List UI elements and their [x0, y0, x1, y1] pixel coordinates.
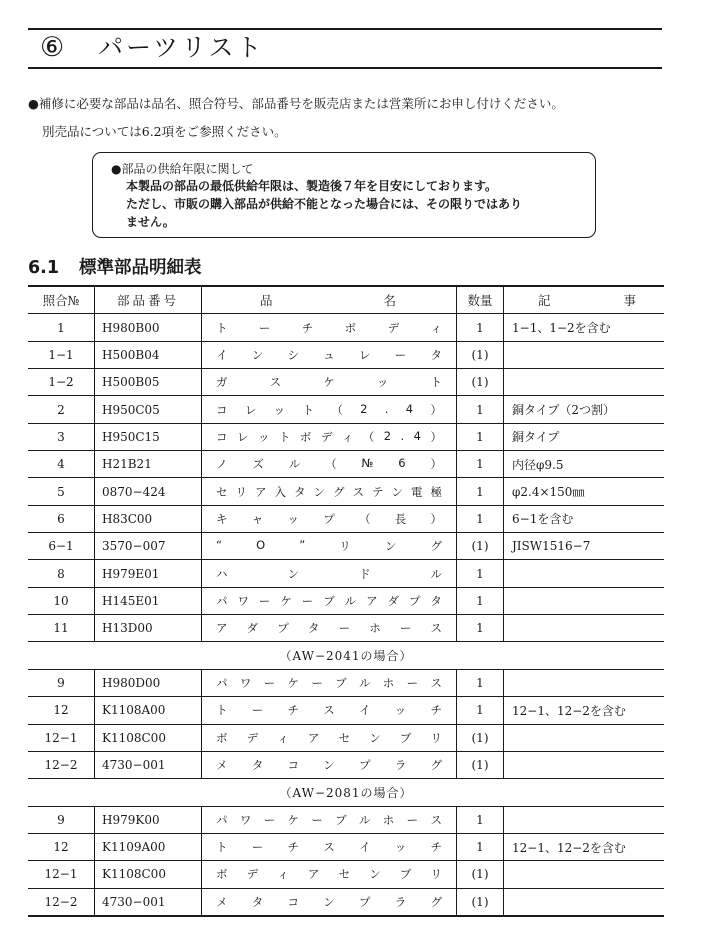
ref-cell: 4: [28, 451, 95, 478]
name-text: キ ャ ッ プ （ 長 ）: [216, 511, 442, 526]
ref-cell: 3: [28, 423, 95, 450]
ref-cell: 9: [28, 669, 95, 696]
title-top-rule: [28, 28, 662, 30]
name-text: ト ー チ ボ デ ィ: [216, 320, 442, 335]
table-row: [28, 451, 664, 478]
name-cell: [202, 505, 457, 532]
note-cell: 12−1、12−2を含む: [504, 697, 665, 724]
notice-line-1: 本製品の部品の最低供給年限は、製造後７年を目安にしております。: [126, 179, 498, 193]
note-cell: [504, 669, 665, 696]
table-group-row: [28, 779, 664, 806]
qty-cell: 1: [457, 833, 504, 860]
ref-cell: 1: [28, 314, 95, 341]
name-cell: [202, 615, 457, 642]
ref-cell: 12−2: [28, 888, 95, 916]
name-text: メ タ コ ン プ ラ グ: [216, 894, 442, 909]
group-label: （AW−2081の場合）: [28, 779, 664, 806]
table-row: [28, 806, 664, 833]
ref-cell: 12−1: [28, 861, 95, 888]
name-cell: [202, 861, 457, 888]
section-heading: [28, 256, 202, 280]
note-cell: [504, 724, 665, 751]
qty-cell: (1): [457, 369, 504, 396]
name-text: ガ ス ケ ッ ト: [216, 375, 442, 390]
note-cell: JISW1516−7: [504, 533, 665, 560]
table-row: [28, 724, 664, 751]
name-cell: [202, 806, 457, 833]
note-cell: 銅タイプ: [504, 423, 665, 450]
name-text: パ ワ ー ケ ー ブ ル ホ ー ス: [216, 675, 442, 690]
ref-cell: 11: [28, 615, 95, 642]
header-name-b: 名: [383, 293, 396, 309]
name-text: コ レ ッ ト （ 2 . 4 ）: [216, 401, 442, 417]
name-cell: [202, 587, 457, 614]
name-cell: [202, 697, 457, 724]
table-row: [28, 505, 664, 532]
name-text: パ ワ ー ケ ー ブ ル ホ ー ス: [216, 812, 442, 827]
qty-cell: 1: [457, 560, 504, 587]
note-cell: [504, 560, 665, 587]
name-cell: [202, 423, 457, 450]
section-number: 6.1: [28, 258, 60, 278]
part-number-cell: 0870−424: [95, 478, 202, 505]
qty-cell: 1: [457, 396, 504, 423]
name-cell: [202, 669, 457, 696]
name-cell: [202, 560, 457, 587]
name-cell: [202, 341, 457, 368]
header-name: [202, 286, 457, 314]
note-cell: [504, 341, 665, 368]
name-text: ト ー チ ス イ ッ チ: [216, 703, 442, 718]
table-row: [28, 615, 664, 642]
qty-cell: 1: [457, 697, 504, 724]
ref-cell: 12−2: [28, 751, 95, 778]
name-text: イ ン シ ュ レ ー タ: [216, 347, 442, 362]
table-row: [28, 341, 664, 368]
intro-line-1: ●補修に必要な部品は品名、照合符号、部品番号を販売店または営業所にお申し付けください。: [28, 96, 564, 111]
table-row: [28, 396, 664, 423]
part-number-cell: H145E01: [95, 587, 202, 614]
name-text: ハ ン ド ル: [216, 566, 442, 581]
name-text: “ O ” リ ン グ: [216, 538, 442, 554]
header-qty: 数量: [457, 286, 504, 314]
parts-table: [28, 285, 664, 917]
notice-heading: ●部品の供給年限に関して: [111, 162, 254, 176]
qty-cell: (1): [457, 533, 504, 560]
ref-cell: 2: [28, 396, 95, 423]
table-row: [28, 423, 664, 450]
qty-cell: (1): [457, 341, 504, 368]
part-number-cell: H83C00: [95, 505, 202, 532]
name-text: ボ デ ィ ア セ ン ブ リ: [216, 867, 442, 882]
note-cell: φ2.4×150㎜: [504, 478, 665, 505]
intro-line-2: 別売品については6.2項をご参照ください。: [42, 124, 287, 139]
note-cell: [504, 806, 665, 833]
note-cell: 12−1、12−2を含む: [504, 833, 665, 860]
qty-cell: 1: [457, 587, 504, 614]
name-text: セ リ ア 入 タ ン グ ス テ ン 電 極: [216, 484, 442, 499]
table-row: [28, 697, 664, 724]
name-text: ノ ズ ル （ № 6 ）: [216, 456, 442, 472]
part-number-cell: H500B05: [95, 369, 202, 396]
ref-cell: 9: [28, 806, 95, 833]
table-header-row: [28, 286, 664, 314]
note-cell: [504, 369, 665, 396]
name-cell: [202, 751, 457, 778]
notice-line-3: ません。: [126, 215, 175, 229]
part-number-cell: H980B00: [95, 314, 202, 341]
table-row: [28, 533, 664, 560]
name-text: ボ デ ィ ア セ ン ブ リ: [216, 730, 442, 745]
part-number-cell: K1108A00: [95, 697, 202, 724]
table-row: [28, 369, 664, 396]
qty-cell: (1): [457, 861, 504, 888]
part-number-cell: H979E01: [95, 560, 202, 587]
table-row: [28, 861, 664, 888]
name-cell: [202, 369, 457, 396]
name-cell: [202, 888, 457, 916]
table-row: [28, 888, 664, 916]
qty-cell: 1: [457, 669, 504, 696]
part-number-cell: 4730−001: [95, 888, 202, 916]
header-note: [504, 286, 665, 314]
part-number-cell: 3570−007: [95, 533, 202, 560]
name-cell: [202, 724, 457, 751]
note-cell: [504, 861, 665, 888]
title-bottom-rule: [28, 67, 662, 69]
qty-cell: 1: [457, 423, 504, 450]
ref-cell: 1−2: [28, 369, 95, 396]
part-number-cell: H13D00: [95, 615, 202, 642]
ref-cell: 12: [28, 833, 95, 860]
header-part-number: 部品番号: [95, 286, 202, 314]
name-cell: [202, 478, 457, 505]
name-cell: [202, 833, 457, 860]
note-cell: [504, 615, 665, 642]
table-group-row: [28, 642, 664, 669]
header-note-a: 記: [538, 293, 551, 309]
header-note-b: 事: [623, 293, 636, 309]
part-number-cell: 4730−001: [95, 751, 202, 778]
qty-cell: 1: [457, 505, 504, 532]
name-text: ア ダ プ タ ー ホ ー ス: [216, 621, 442, 636]
note-cell: 銅タイプ（2つ割）: [504, 396, 665, 423]
part-number-cell: K1109A00: [95, 833, 202, 860]
qty-cell: (1): [457, 724, 504, 751]
part-number-cell: H950C05: [95, 396, 202, 423]
ref-cell: 5: [28, 478, 95, 505]
qty-cell: 1: [457, 314, 504, 341]
name-cell: [202, 451, 457, 478]
ref-cell: 6: [28, 505, 95, 532]
qty-cell: 1: [457, 806, 504, 833]
note-cell: [504, 587, 665, 614]
qty-cell: 1: [457, 615, 504, 642]
supply-notice-box: [92, 152, 596, 238]
part-number-cell: H500B04: [95, 341, 202, 368]
group-label: （AW−2041の場合）: [28, 642, 664, 669]
name-text: ト ー チ ス イ ッ チ: [216, 840, 442, 855]
table-row: [28, 478, 664, 505]
parts-table-body: [28, 314, 664, 916]
part-number-cell: K1108C00: [95, 724, 202, 751]
part-number-cell: H980D00: [95, 669, 202, 696]
header-ref: 照合№: [28, 286, 95, 314]
qty-cell: 1: [457, 451, 504, 478]
qty-cell: (1): [457, 888, 504, 916]
ref-cell: 12−1: [28, 724, 95, 751]
qty-cell: 1: [457, 478, 504, 505]
chapter-number: ⑥: [40, 32, 65, 63]
table-row: [28, 751, 664, 778]
note-cell: [504, 751, 665, 778]
header-name-a: 品: [260, 293, 273, 309]
note-cell: [504, 888, 665, 916]
table-row: [28, 560, 664, 587]
notice-line-2: ただし、市販の購入部品が供給不能となった場合には、その限りではあり: [126, 197, 523, 211]
qty-cell: (1): [457, 751, 504, 778]
part-number-cell: H21B21: [95, 451, 202, 478]
section-title: 標準部品明細表: [79, 258, 202, 278]
ref-cell: 8: [28, 560, 95, 587]
name-text: メ タ コ ン プ ラ グ: [216, 758, 442, 773]
part-number-cell: H950C15: [95, 423, 202, 450]
note-cell: 6−1を含む: [504, 505, 665, 532]
note-cell: 1−1、1−2を含む: [504, 314, 665, 341]
ref-cell: 6−1: [28, 533, 95, 560]
table-row: [28, 587, 664, 614]
name-text: パ ワ ー ケ ー ブ ル ア ダ プ タ: [216, 593, 442, 608]
part-number-cell: H979K00: [95, 806, 202, 833]
page-title: パーツリスト: [98, 33, 265, 62]
ref-cell: 12: [28, 697, 95, 724]
part-number-cell: K1108C00: [95, 861, 202, 888]
name-cell: [202, 396, 457, 423]
ref-cell: 1−1: [28, 341, 95, 368]
name-cell: [202, 314, 457, 341]
table-row: [28, 669, 664, 696]
name-cell: [202, 533, 457, 560]
table-row: [28, 833, 664, 860]
ref-cell: 10: [28, 587, 95, 614]
note-cell: 内径φ9.5: [504, 451, 665, 478]
table-row: [28, 314, 664, 341]
name-text: コ レ ッ ト ボ デ ィ （ 2 . 4 ）: [216, 428, 442, 444]
